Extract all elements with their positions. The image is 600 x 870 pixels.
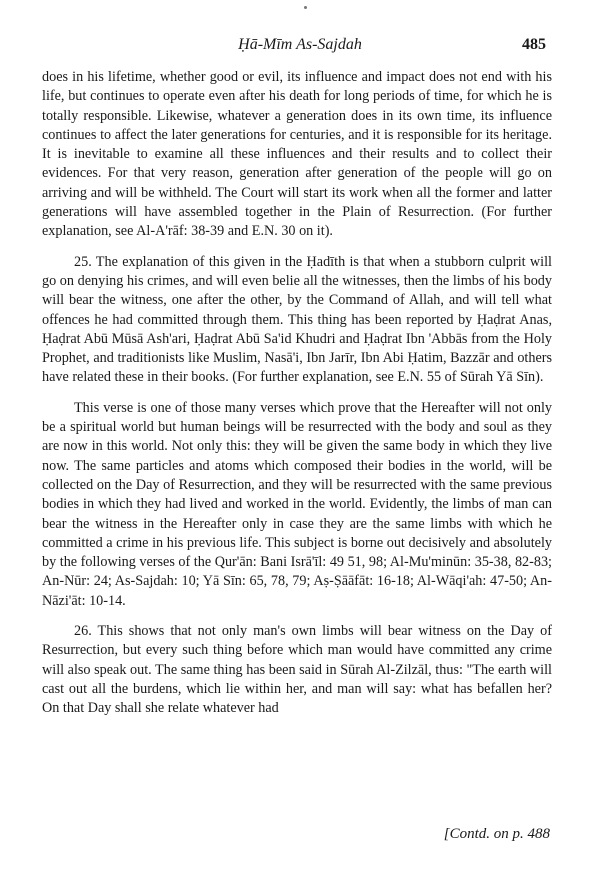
paragraph-note-25: 25. The explanation of this given in the Ḥadīth is that when a stubborn culprit will go on denying his crimes, and will even belie all the witnesses, then the limbs of his body will bear the witness, one after the other, by the Command of Allah, and will tell what offences he had committed through them. This thing has been reported by Ḥaḍrat Anas, Ḥaḍrat Abū Mūsā Ash'ari, Ḥaḍrat Abū Sa'id Khudri and Ḥaḍrat Ibn 'Abbās from the Holy Prophet, and traditionists like Muslim, Nasā'i, Ibn Jarīr, Ibn Abi Ḥatim, Bazzār and others have related these in their books. (For further explanation, see E.N. 55 of Sūrah Yā Sīn). <box>42 253 552 386</box>
scan-speck <box>304 6 307 9</box>
paragraph-note-26: 26. This shows that not only man's own limbs will bear witness on the Day of Resurrection, but every such thing before which man would have committed any crime will also speak out. The same thing has been said in Sūrah Al-Zilzāl, thus: "The earth will cast out all the burdens, which lie within her, and man will say: what has befallen her? On that Day shall she relate whatever had <box>42 623 552 717</box>
paragraph-continuation: does in his lifetime, whether good or evil, its influence and impact does not end with his life, but continues to operate even after his death for long periods of time, for which he is totally responsible. Likewise, whatever a generation does in its own time, its influence continues to affect the later generations for centuries, and it is responsible for its heritage. It is inevitable to examine all these influences and their results and to collect their evidences. For that very reason, generation after generation of the people will go on arriving and will be withheld. The Court will start its work when all the former and latter generations will have assembled together in the Plain of Resurrection. (For further explanation, see Al-A'rāf: 38-39 and E.N. 30 on it). <box>42 69 552 240</box>
body-text <box>42 68 552 719</box>
running-header-title: Ḥā-Mīm As-Sajdah <box>238 36 362 53</box>
page-number: 485 <box>522 36 546 53</box>
continuation-note: [Contd. on p. 488 <box>443 826 550 842</box>
paragraph-verse-commentary: This verse is one of those many verses which prove that the Hereafter will not only be a spiritual world but human beings will be resurrected with the body and soul as they are now in this world. Not only this: they will be given the same body in which they live now. The same particles and atoms which composed their bodies in the world, will be collected on the Day of Resurrection, and they will be resurrected with the same previous bodies in which they had lived and worked in the world. Evidently, the limbs of man can bear the witness in the Hereafter only in case they are the same limbs with which he committed a crime in his previous life. This subject is borne out decisively and absolutely by the following verses of the Qur'ān: Bani Isrā'īl: 49 51, 98; Al-Mu'minūn: 35-38, 82-83; An-Nūr: 24; As-Sajdah: 10; Yā Sīn: 65, 78, 79; Aṣ-Ṣāāfāt: 16-18; Al-Wāqi'ah: 47-50; An-Nāzi'āt: 10-14. <box>42 399 552 609</box>
